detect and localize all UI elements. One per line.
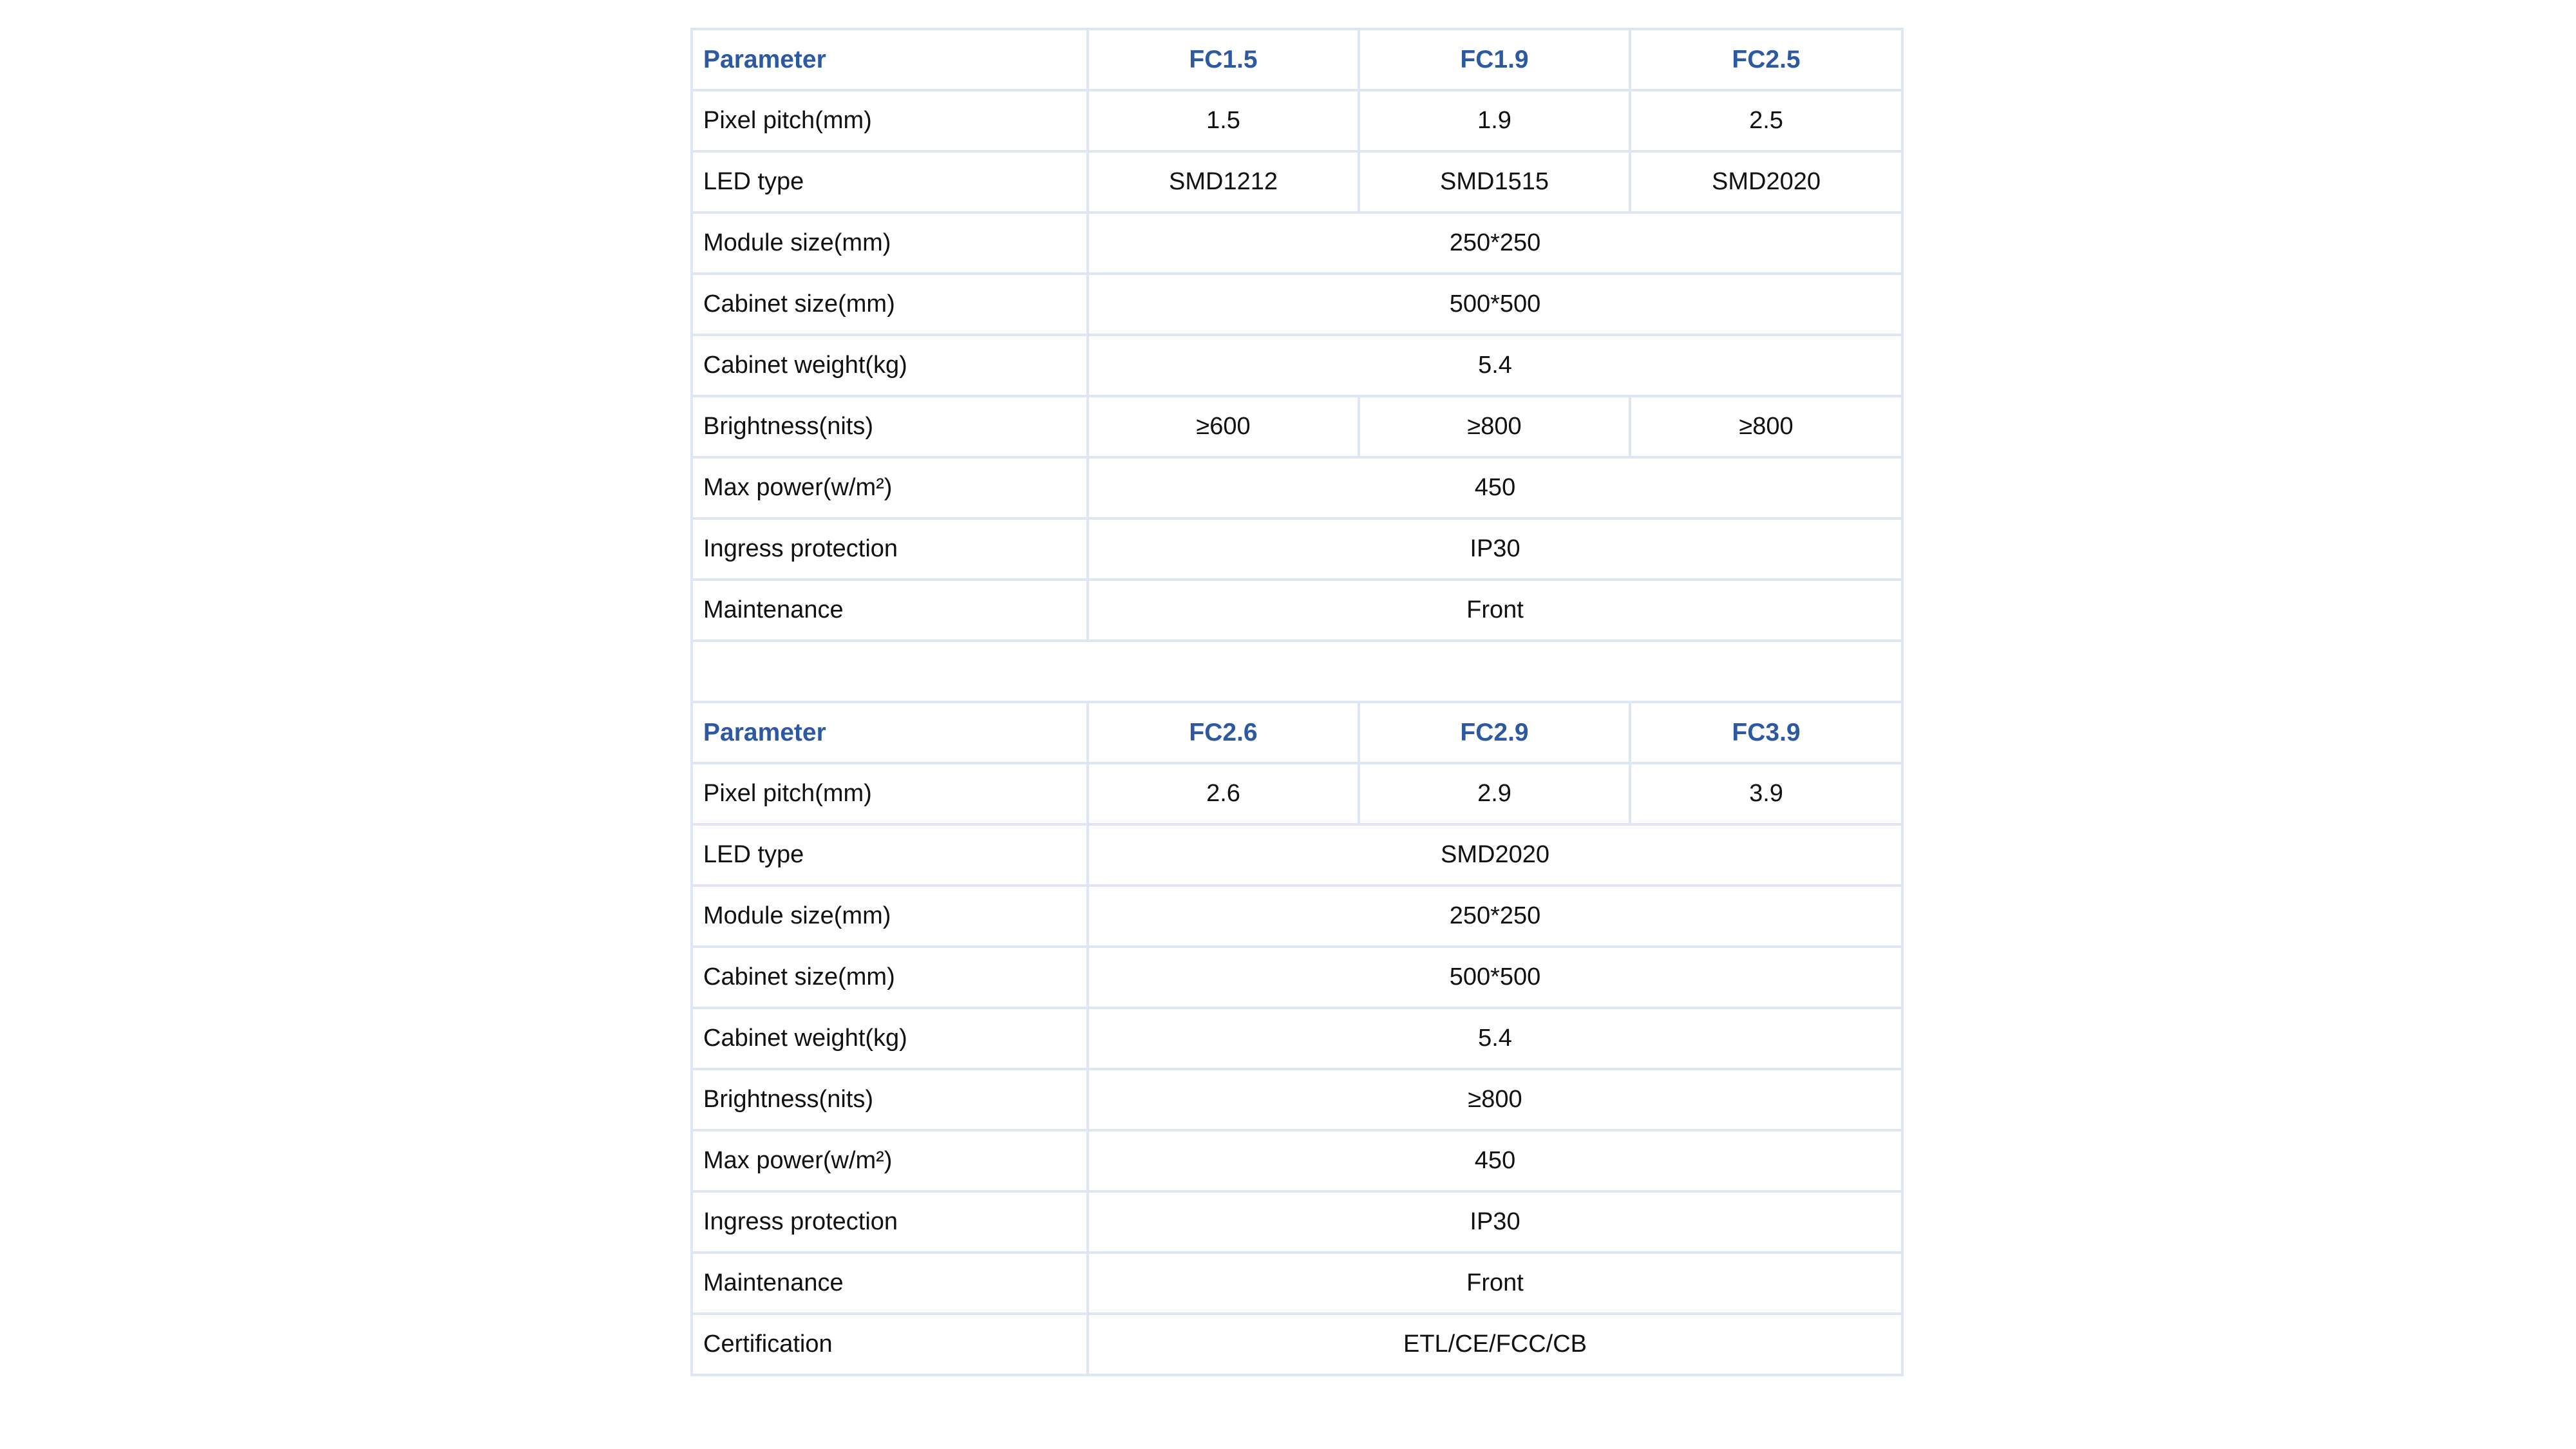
table2-row-certification: [692, 1314, 1902, 1375]
table2-header-model-2: FC2.9: [1359, 702, 1630, 763]
table2-max-power-value: 450: [1088, 1130, 1902, 1191]
table1-brightness-value-1: ≥600: [1088, 396, 1359, 457]
table2-module-size-label: Module size(mm): [692, 886, 1088, 947]
table1-row-ingress-protection: [692, 518, 1902, 580]
table2-ingress-protection-label: Ingress protection: [692, 1191, 1088, 1253]
table1-max-power-label: Max power(w/m²): [692, 457, 1088, 518]
table1-header-model-3: FC2.5: [1630, 29, 1902, 90]
table1-row-led-type: [692, 151, 1902, 213]
table1-row-brightness: [692, 396, 1902, 457]
table2-cabinet-size-label: Cabinet size(mm): [692, 947, 1088, 1008]
table2-pixel-pitch-value-3: 3.9: [1630, 763, 1902, 824]
table-spacer-row: [692, 641, 1902, 702]
table1-max-power-value: 450: [1088, 457, 1902, 518]
table2-header-parameter: Parameter: [692, 702, 1088, 763]
table2-brightness-label: Brightness(nits): [692, 1069, 1088, 1130]
table1-cabinet-size-value: 500*500: [1088, 274, 1902, 335]
table1-cabinet-weight-label: Cabinet weight(kg): [692, 335, 1088, 396]
table1-pixel-pitch-value-3: 2.5: [1630, 90, 1902, 151]
table2-led-type-value: SMD2020: [1088, 824, 1902, 886]
table2-header-row: [692, 702, 1902, 763]
table1-maintenance-label: Maintenance: [692, 580, 1088, 641]
table-spacer-cell: [692, 641, 1902, 702]
table1-brightness-value-3: ≥800: [1630, 396, 1902, 457]
table2-row-cabinet-weight: [692, 1008, 1902, 1069]
table1-led-type-value-3: SMD2020: [1630, 151, 1902, 213]
spec-table: [690, 28, 1904, 1376]
table1-ingress-protection-label: Ingress protection: [692, 518, 1088, 580]
table1-header-model-1: FC1.5: [1088, 29, 1359, 90]
table1-led-type-label: LED type: [692, 151, 1088, 213]
table2-row-maintenance: [692, 1253, 1902, 1314]
table1-cabinet-weight-value: 5.4: [1088, 335, 1902, 396]
table2-max-power-label: Max power(w/m²): [692, 1130, 1088, 1191]
table1-pixel-pitch-value-2: 1.9: [1359, 90, 1630, 151]
table2-maintenance-label: Maintenance: [692, 1253, 1088, 1314]
table1-pixel-pitch-label: Pixel pitch(mm): [692, 90, 1088, 151]
table2-module-size-value: 250*250: [1088, 886, 1902, 947]
table2-cabinet-weight-label: Cabinet weight(kg): [692, 1008, 1088, 1069]
table1-row-pixel-pitch: [692, 90, 1902, 151]
table2-certification-value: ETL/CE/FCC/CB: [1088, 1314, 1902, 1375]
table2-header-model-1: FC2.6: [1088, 702, 1359, 763]
table2-row-max-power: [692, 1130, 1902, 1191]
table1-row-max-power: [692, 457, 1902, 518]
table2-row-led-type: [692, 824, 1902, 886]
table1-module-size-value: 250*250: [1088, 213, 1902, 274]
table1-maintenance-value: Front: [1088, 580, 1902, 641]
table1-pixel-pitch-value-1: 1.5: [1088, 90, 1359, 151]
table2-header-model-3: FC3.9: [1630, 702, 1902, 763]
table1-module-size-label: Module size(mm): [692, 213, 1088, 274]
table1-ingress-protection-value: IP30: [1088, 518, 1902, 580]
table2-led-type-label: LED type: [692, 824, 1088, 886]
table2-brightness-value: ≥800: [1088, 1069, 1902, 1130]
table1-cabinet-size-label: Cabinet size(mm): [692, 274, 1088, 335]
table1-row-cabinet-size: [692, 274, 1902, 335]
table1-brightness-value-2: ≥800: [1359, 396, 1630, 457]
table2-pixel-pitch-label: Pixel pitch(mm): [692, 763, 1088, 824]
table2-maintenance-value: Front: [1088, 1253, 1902, 1314]
table2-row-ingress-protection: [692, 1191, 1902, 1253]
table1-brightness-label: Brightness(nits): [692, 396, 1088, 457]
table2-row-brightness: [692, 1069, 1902, 1130]
table2-row-module-size: [692, 886, 1902, 947]
table1-row-cabinet-weight: [692, 335, 1902, 396]
table1-row-maintenance: [692, 580, 1902, 641]
table1-led-type-value-1: SMD1212: [1088, 151, 1359, 213]
table2-cabinet-size-value: 500*500: [1088, 947, 1902, 1008]
table2-ingress-protection-value: IP30: [1088, 1191, 1902, 1253]
table1-header-row: [692, 29, 1902, 90]
table1-led-type-value-2: SMD1515: [1359, 151, 1630, 213]
table1-header-model-2: FC1.9: [1359, 29, 1630, 90]
table1-row-module-size: [692, 213, 1902, 274]
table2-pixel-pitch-value-1: 2.6: [1088, 763, 1359, 824]
table2-row-pixel-pitch: [692, 763, 1902, 824]
table2-cabinet-weight-value: 5.4: [1088, 1008, 1902, 1069]
table2-pixel-pitch-value-2: 2.9: [1359, 763, 1630, 824]
table2-certification-label: Certification: [692, 1314, 1088, 1375]
table1-header-parameter: Parameter: [692, 29, 1088, 90]
table2-row-cabinet-size: [692, 947, 1902, 1008]
